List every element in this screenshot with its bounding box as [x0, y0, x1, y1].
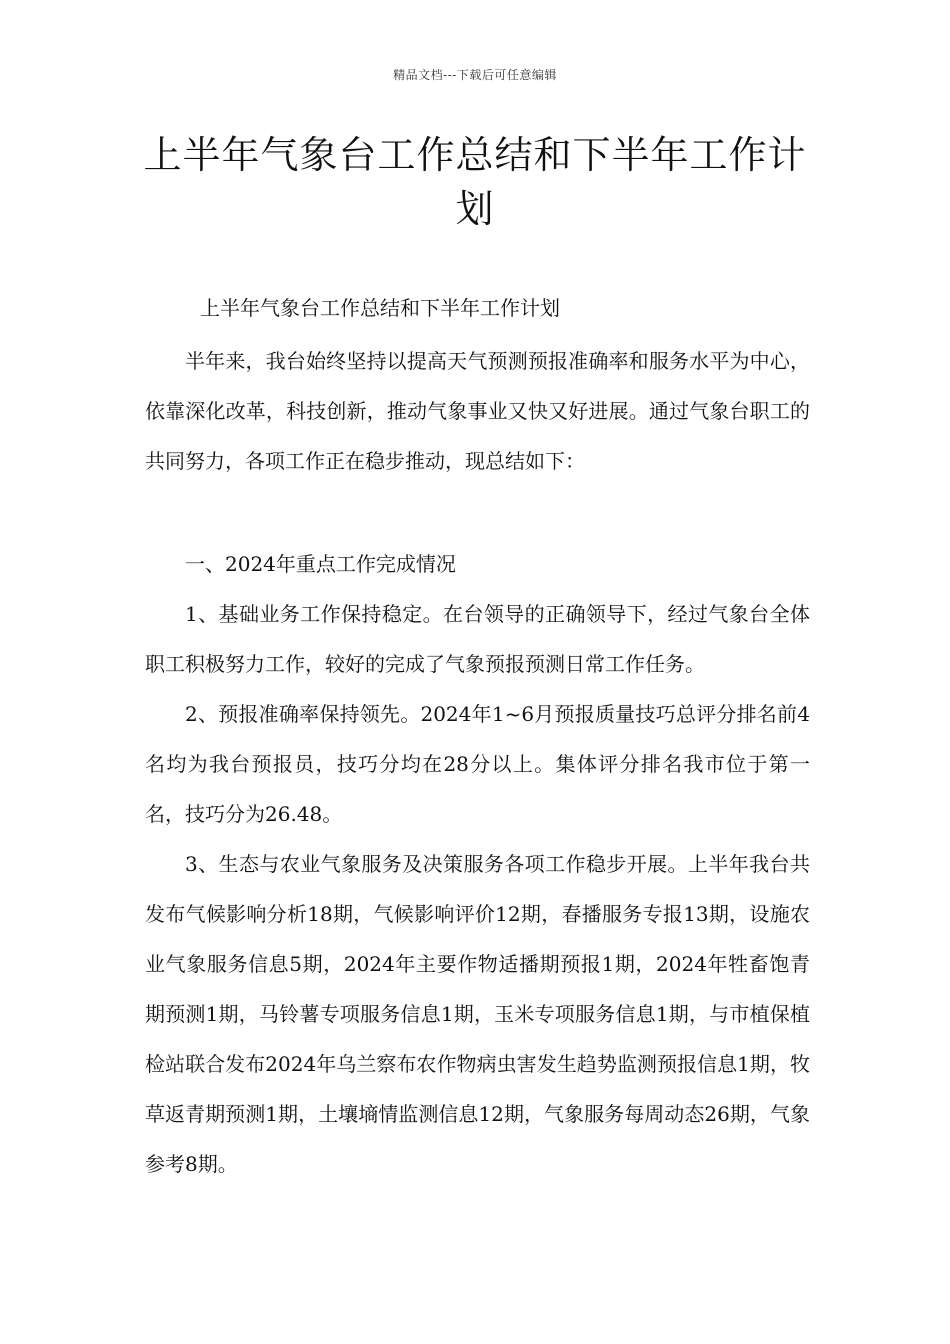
paragraph-gap: [145, 486, 810, 539]
paragraph-2: 2、预报准确率保持领先。2024年1~6月预报质量技巧总评分排名前4名均为我台预报员，技巧分均在28分以上。集体评分排名我市位于第一名，技巧分为26.48。: [145, 702, 810, 826]
paragraph-3: 3、生态与农业气象服务及决策服务各项工作稳步开展。上半年我台共发布气候影响分析18期，气候影响评价12期，春播服务专报13期，设施农业气象服务信息5期，2024年主要作物适播期预报1期，2024年牲畜饱青期预测1期，马铃薯专项服务信息1期，玉米专项服务信息1期，与市植保植检站联合发布2024年乌兰察布农作物病虫害发生趋势监测预报信息1期，牧草返青期预测1期，土壤墒情监测信息12期，气象服务每周动态26期，气象参考8期。: [145, 852, 810, 1176]
header-note: 精品文档---下载后可任意编辑: [393, 68, 557, 82]
paragraph-1: 1、基础业务工作保持稳定。在台领导的正确领导下，经过气象台全体职工积极努力工作，较好的完成了气象预报预测日常工作任务。: [145, 602, 810, 676]
section-heading: 一、2024年重点工作完成情况: [185, 552, 456, 576]
document-body: [145, 283, 810, 1189]
document-title: 上半年气象台工作总结和下半年工作计划: [143, 133, 807, 231]
document-subtitle: 上半年气象台工作总结和下半年工作计划: [200, 296, 560, 320]
intro-paragraph: 半年来，我台始终坚持以提高天气预测预报准确率和服务水平为中心，依靠深化改革，科技创新，推动气象事业又快又好进展。通过气象台职工的共同努力，各项工作正在稳步推动，现总结如下：: [145, 349, 810, 473]
